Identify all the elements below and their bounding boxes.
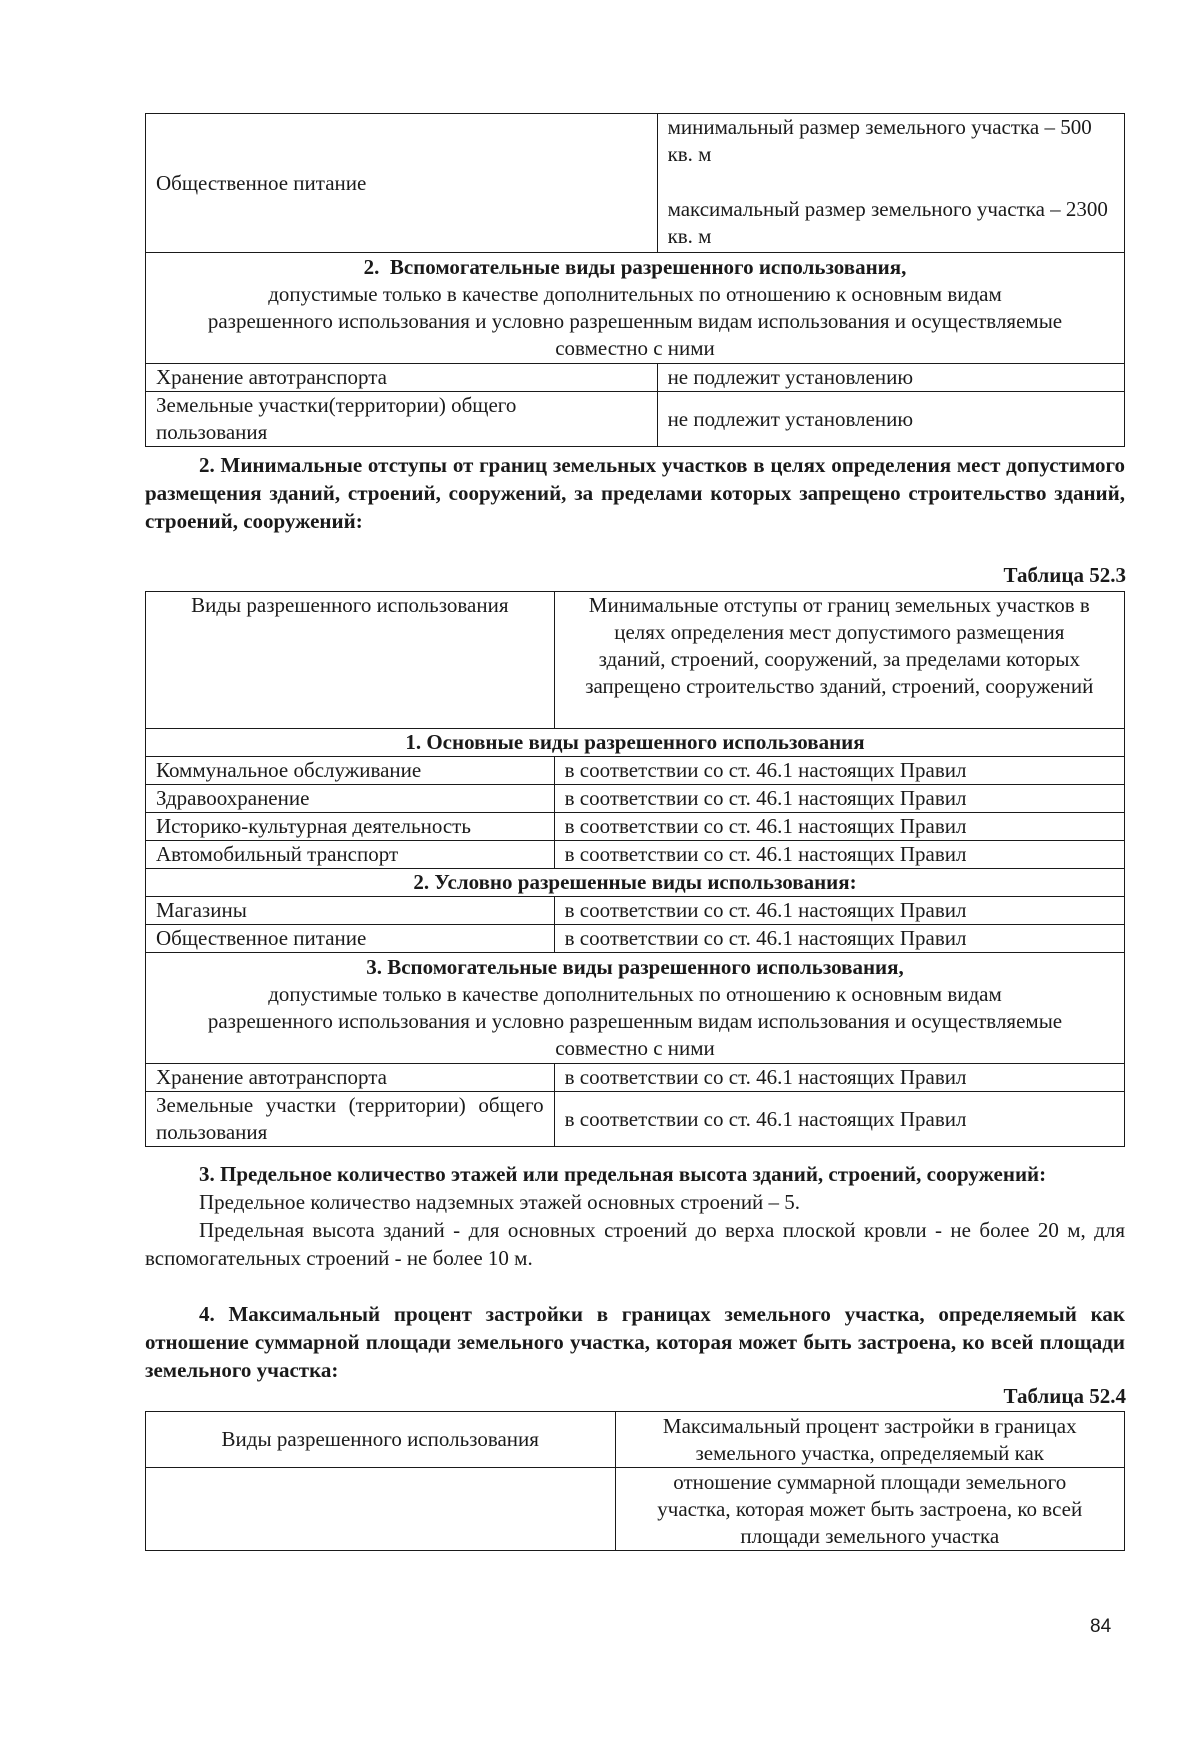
table-cell: в соответствии со ст. 46.1 настоящих Правил	[554, 757, 1124, 785]
table-cell: в соответствии со ст. 46.1 настоящих Правил	[554, 841, 1124, 869]
table-cell: в соответствии со ст. 46.1 настоящих Правил	[554, 897, 1124, 925]
table-cell: в соответствии со ст. 46.1 настоящих Правил	[554, 813, 1124, 841]
section-text: допустимые только в качестве дополнительных по отношению к основным видам разрешенного использования и условно разрешенным видам использования и осуществляемые совместно с ними	[207, 282, 1063, 360]
paragraph-3	[145, 1160, 1125, 1272]
paragraph-3-line1: Предельное количество надземных этажей основных строений – 5.	[199, 1190, 801, 1214]
table-cell: Хранение автотранспорта	[146, 1064, 555, 1092]
table-cell: в соответствии со ст. 46.1 настоящих Правил	[554, 1092, 1124, 1147]
table-cell: Общественное питание	[146, 925, 555, 953]
table-row	[146, 392, 1125, 447]
table-cell	[146, 1468, 616, 1551]
table-row	[146, 114, 1125, 253]
paragraph-2: 2. Минимальные отступы от границ земельных участков в целях определения мест допустимого размещения зданий, строений, сооружений, за пределами которых запрещено строительство зданий, строений, сооружений:	[145, 453, 1125, 533]
section-heading: 2. Вспомогательные виды разрешенного использования,	[363, 255, 907, 279]
table-cell: Автомобильный транспорт	[146, 841, 555, 869]
table-row	[146, 364, 1125, 392]
section-text: допустимые только в качестве дополнительных по отношению к основным видам разрешенного использования и условно разрешенным видам использования и осуществляемые совместно с ними	[207, 982, 1063, 1060]
header-cell: Максимальный процент застройки в границах земельного участка, определяемый как	[615, 1412, 1125, 1468]
header-cell: Минимальные отступы от границ земельных участков в целях определения мест допустимого размещения зданий, строений, сооружений, за пределами которых запрещено строительство зданий, строений, сооружений	[554, 592, 1124, 729]
max-size-text: максимальный размер земельного участка – 2300 кв. м	[667, 197, 1108, 248]
table-cell: Историко-культурная деятельность	[146, 813, 555, 841]
section-cell: 2. Условно разрешенные виды использования:	[146, 869, 1125, 897]
table-header-row	[146, 592, 1125, 729]
table-cell: не подлежит установлению	[657, 392, 1124, 447]
paragraph-3-line2: Предельная высота зданий - для основных строений до верха плоской кровли - не более 20 м, для вспомогательных строений - не более 10 м.	[145, 1218, 1125, 1270]
table-row	[146, 813, 1125, 841]
page-number: 84	[1090, 1616, 1112, 1637]
table-cell: в соответствии со ст. 46.1 настоящих Правил	[554, 785, 1124, 813]
section-cell	[146, 253, 1125, 364]
section-row	[146, 729, 1125, 757]
min-size-text: минимальный размер земельного участка – 500 кв. м	[667, 115, 1092, 166]
table-cell	[657, 114, 1124, 253]
header-cell: Виды разрешенного использования	[146, 1412, 616, 1468]
table-row	[146, 897, 1125, 925]
section-heading: 3. Вспомогательные виды разрешенного использования,	[366, 955, 904, 979]
table-cell: не подлежит установлению	[657, 364, 1124, 392]
table-row	[146, 925, 1125, 953]
table-top	[145, 113, 1125, 447]
section-row	[146, 869, 1125, 897]
section-row	[146, 953, 1125, 1064]
table-cell: отношение суммарной площади земельного участка, которая может быть застроена, ко всей площади земельного участка	[615, 1468, 1125, 1551]
table-row	[146, 841, 1125, 869]
section-row	[146, 253, 1125, 364]
table-52-3	[145, 591, 1125, 1147]
table-52-4	[145, 1411, 1125, 1551]
table-cell: Земельные участки(территории) общего пользования	[146, 392, 658, 447]
table-cell: Здравоохранение	[146, 785, 555, 813]
table-cell: Магазины	[146, 897, 555, 925]
table-cell: в соответствии со ст. 46.1 настоящих Правил	[554, 925, 1124, 953]
section-cell	[146, 953, 1125, 1064]
table-row	[146, 1092, 1125, 1147]
table-cell: в соответствии со ст. 46.1 настоящих Правил	[554, 1064, 1124, 1092]
table-row	[146, 1064, 1125, 1092]
table-row	[146, 757, 1125, 785]
section-cell: 1. Основные виды разрешенного использования	[146, 729, 1125, 757]
table-row	[146, 1468, 1125, 1551]
table-cell: Общественное питание	[146, 114, 658, 253]
table-cell: Коммунальное обслуживание	[146, 757, 555, 785]
paragraph-4: 4. Максимальный процент застройки в границах земельного участка, определяемый как отношение суммарной площади земельного участка, которая может быть застроена, ко всей площади земельного участка:	[145, 1302, 1125, 1382]
paragraph-3-heading: 3. Предельное количество этажей или предельная высота зданий, строений, сооружений:	[199, 1162, 1047, 1186]
table-cell: Хранение автотранспорта	[146, 364, 658, 392]
header-cell: Виды разрешенного использования	[146, 592, 555, 729]
table-cell: Земельные участки (территории) общего пользования	[146, 1092, 555, 1147]
table-caption: Таблица 52.4	[1003, 1384, 1126, 1408]
table-row	[146, 785, 1125, 813]
table-caption: Таблица 52.3	[1003, 563, 1126, 587]
table-header-row	[146, 1412, 1125, 1468]
